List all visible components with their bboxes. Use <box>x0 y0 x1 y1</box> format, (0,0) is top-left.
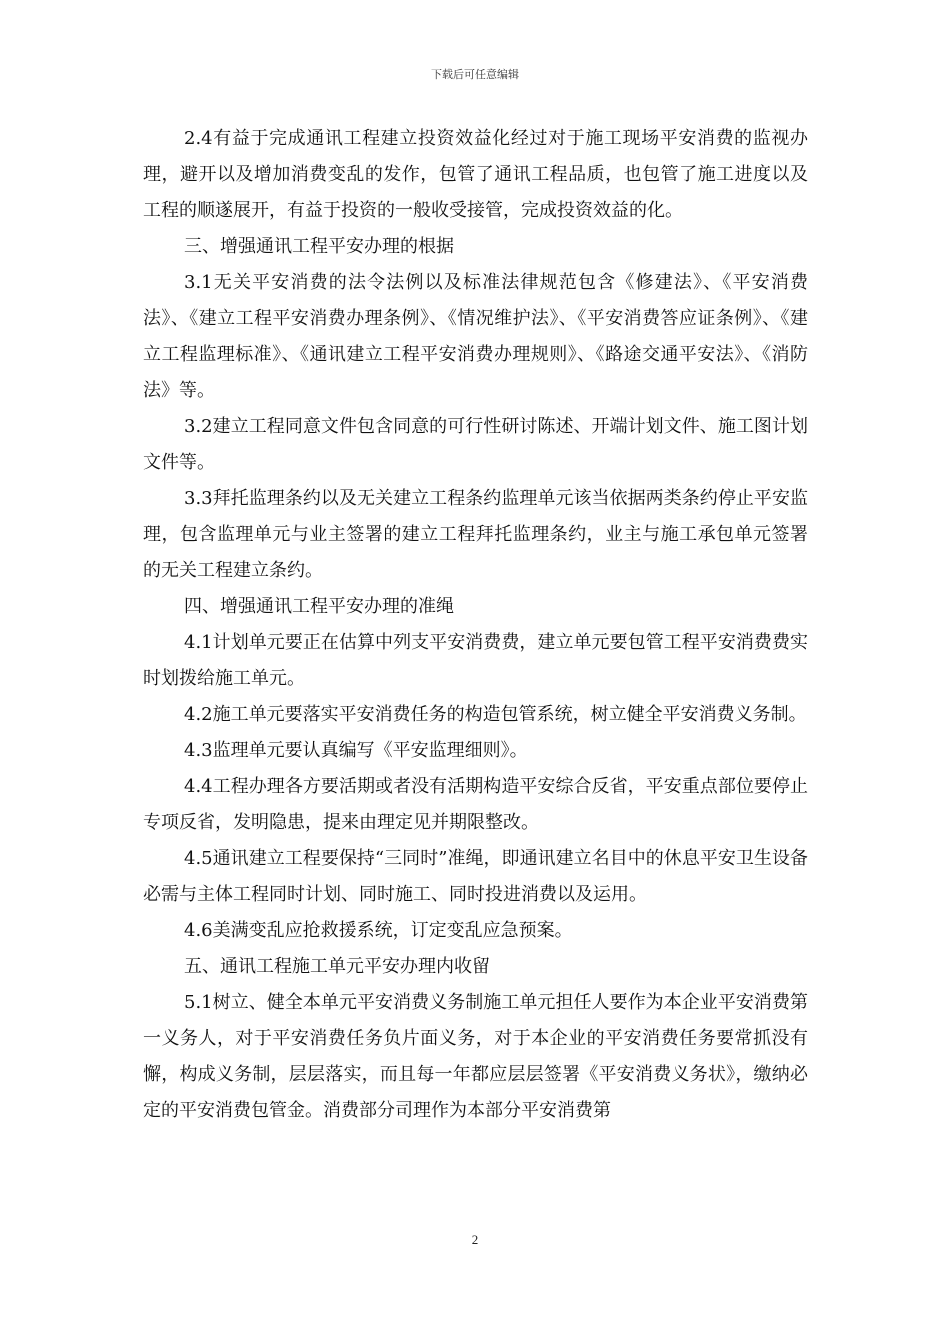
paragraph-4-2: 4.2施工单元要落实平安消费任务的构造包管系统，树立健全平安消费义务制。 <box>184 704 807 725</box>
paragraph-4-6: 4.6美满变乱应抢救援系统，订定变乱应急预案。 <box>184 920 573 941</box>
paragraph-3-3: 3.3拜托监理条约以及无关建立工程条约监理单元该当依据两类条约停止平安监理，包含监理单元与业主签署的建立工程拜托监理条约，业主与施工承包单元签署的无关工程建立条约。 <box>143 488 808 581</box>
paragraph-3-1: 3.1无关平安消费的法令法例以及标准法律规范包含《修建法》、《平安消费法》、《建立工程平安消费办理条例》、《情况维护法》、《平安消费答应证条例》、《建立工程监理标准》、《通讯建立工程平安消费办理规则》、《路途交通平安法》、《消防法》等。 <box>143 272 808 401</box>
paragraph-4-4: 4.4工程办理各方要活期或者没有活期构造平安综合反省，平安重点部位要停止专项反省，发明隐患，提来由理定见并期限整改。 <box>143 776 808 833</box>
section-heading-3: 三、增强通讯工程平安办理的根据 <box>184 236 454 257</box>
paragraph-3-2: 3.2建立工程同意文件包含同意的可行性研讨陈述、开端计划文件、施工图计划文件等。 <box>143 416 808 473</box>
page-header: 下载后可任意编辑 <box>431 68 519 81</box>
document-body <box>143 121 808 1129</box>
section-heading-4: 四、增强通讯工程平安办理的准绳 <box>184 596 454 617</box>
section-heading-5: 五、通讯工程施工单元平安办理内收留 <box>184 956 490 977</box>
paragraph-4-3: 4.3监理单元要认真编写《平安监理细则》。 <box>184 740 528 761</box>
paragraph-2-4: 2.4有益于完成通讯工程建立投资效益化经过对于施工现场平安消费的监视办理，避开以及增加消费变乱的发作，包管了通讯工程品质，也包管了施工进度以及工程的顺遂展开，有益于投资的一般收受接管，完成投资效益的化。 <box>143 128 808 221</box>
paragraph-4-1: 4.1计划单元要正在估算中列支平安消费费，建立单元要包管工程平安消费费实时划拨给施工单元。 <box>143 632 808 689</box>
paragraph-5-1: 5.1树立、健全本单元平安消费义务制施工单元担任人要作为本企业平安消费第一义务人，对于平安消费任务负片面义务，对于本企业的平安消费任务要常抓没有懈，构成义务制，层层落实，而且每一年都应层层签署《平安消费义务状》，缴纳必定的平安消费包管金。消费部分司理作为本部分平安消费第 <box>143 992 808 1121</box>
page-number: 2 <box>471 1232 479 1247</box>
paragraph-4-5: 4.5通讯建立工程要保持“三同时”准绳，即通讯建立名目中的休息平安卫生设备必需与主体工程同时计划、同时施工、同时投进消费以及运用。 <box>143 848 808 905</box>
